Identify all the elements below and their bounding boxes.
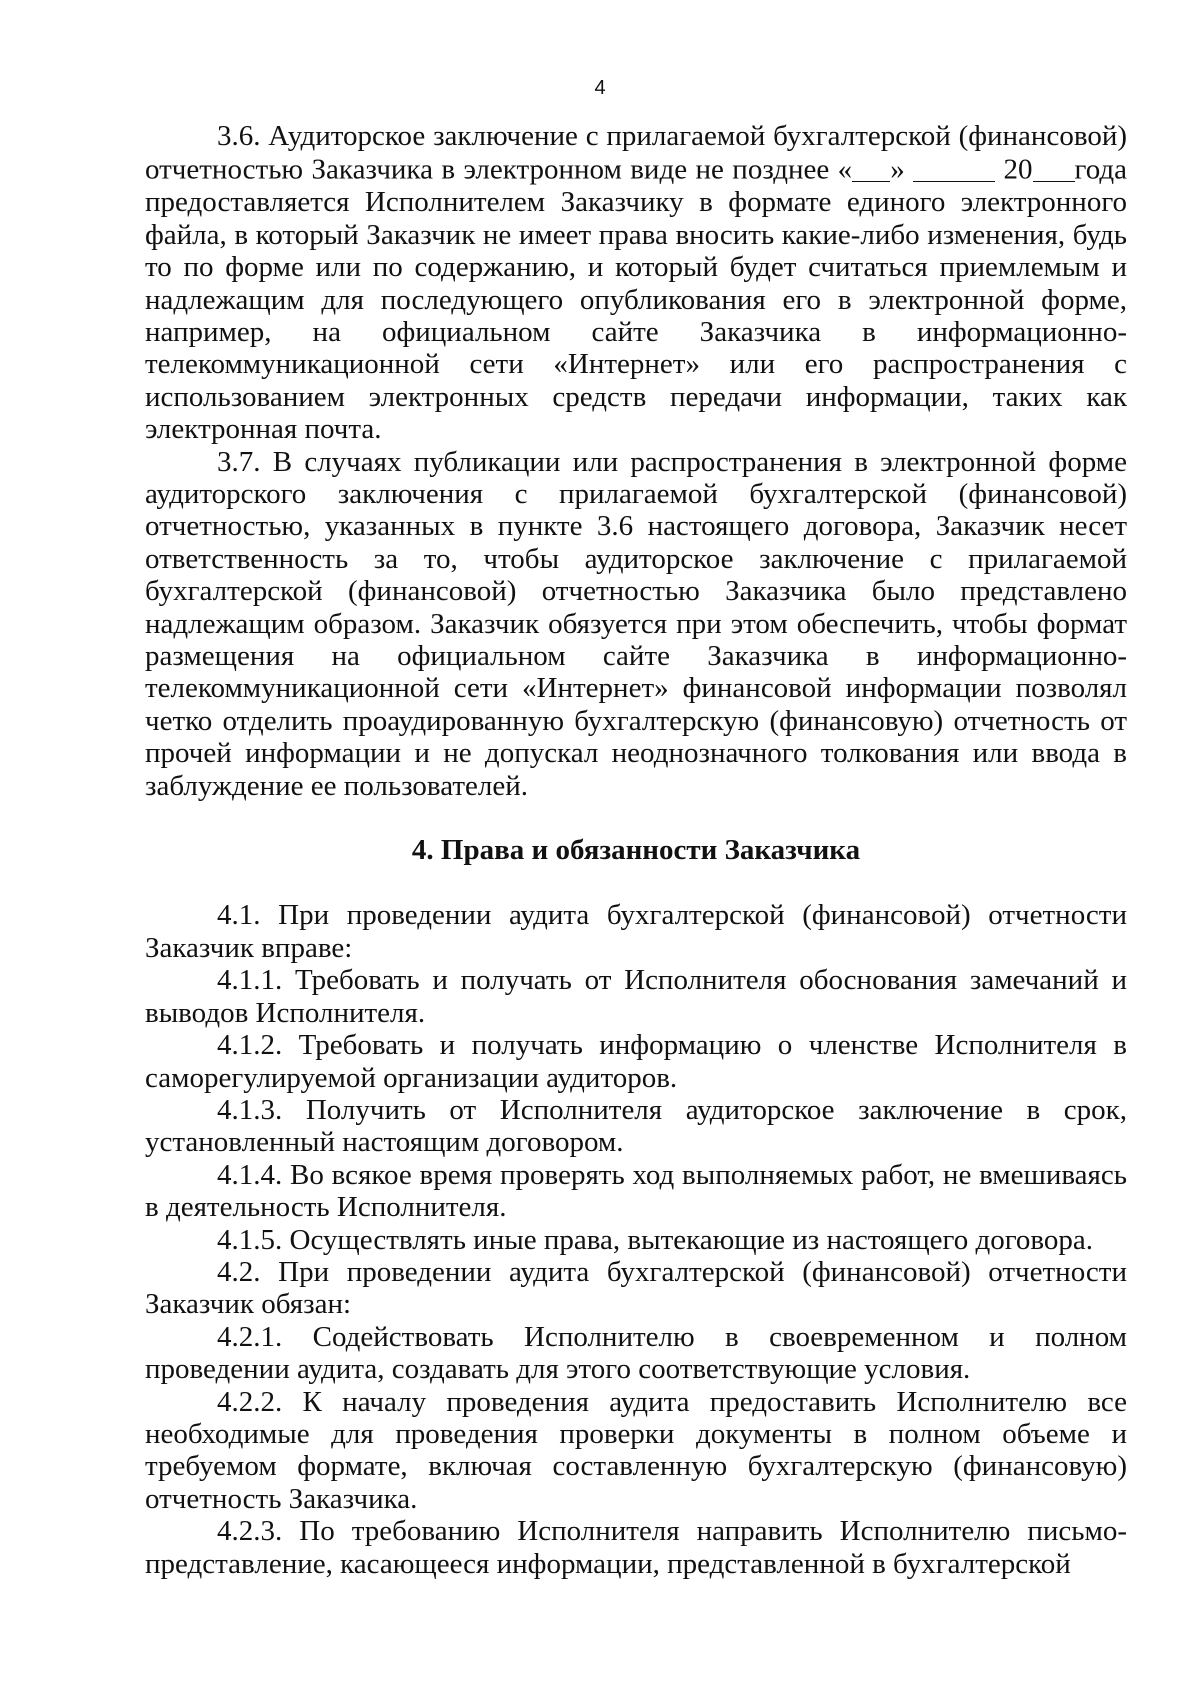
paragraph-4-1-3: 4.1.3. Получить от Исполнителя аудиторское заключение в срок, установленный настоящим договором. <box>145 1093 1127 1159</box>
paragraph-4-2-3: 4.2.3. По требованию Исполнителя направить Исполнителю письмо-представление, касающееся информации, представленной в бухгалтерской <box>145 1515 1127 1580</box>
day-blank-field <box>852 152 890 182</box>
paragraph-4-1-5: 4.1.5. Осуществлять иные права, вытекающие из настоящего договора. <box>217 1223 1094 1256</box>
paragraph-4-1-1: 4.1.1. Требовать и получать от Исполнителя обоснования замечаний и выводов Исполнителя. <box>145 964 1127 1029</box>
paragraph-4-1-2: 4.1.2. Требовать и получать информацию о членстве Исполнителя в саморегулируемой организации аудиторов. <box>145 1029 1127 1094</box>
paragraph-4-1-4: 4.1.4. Во всякое время проверять ход выполняемых работ, не вмешиваясь в деятельность Исполнителя. <box>145 1158 1127 1224</box>
paragraph-3-6-text-start: 3.6. Аудиторское заключение с прилагаемой бухгалтерской (финансовой) отчетностью Заказчика в электронном виде не позднее « <box>145 120 1127 186</box>
paragraph-4-2: 4.2. При проведении аудита бухгалтерской (финансовой) отчетности Заказчик обязан: <box>145 1255 1127 1321</box>
month-blank-field <box>913 152 995 182</box>
section-4-heading: 4. Права и обязанности Заказчика <box>411 834 861 867</box>
paragraph-3-6-text-end: года предоставляется Исполнителем Заказчику в формате единого электронного файла, в который Заказчик не имеет права вносить какие-либо изменения, будь то по форме или по содержанию, и который будет считаться приемлемым и надлежащим для последующего опубликования его в электронной форме, например, на официальном сайте Заказчика в информационно-телекоммуникационной сети «Интернет» или его распространения с использованием электронных средств передачи информации, таких как электронная почта. <box>145 153 1127 446</box>
quote-close: » <box>890 153 914 186</box>
paragraph-3-7: 3.7. В случаях публикации или распространения в электронной форме аудиторского заключения с прилагаемой бухгалтерской (финансовой) отчетностью, указанных в пункте 3.6 настоящего договора, Заказчик несет ответственность за то, чтобы аудиторское заключение с прилагаемой бухгалтерской (финансовой) отчетностью Заказчика было представлено надлежащим образом. Заказчик обязуется при этом обеспечить, чтобы формат размещения на официальном сайте Заказчика в информационно-телекоммуникационной сети «Интернет» финансовой информации позволял четко отделить проаудированную бухгалтерскую (финансовую) отчетность от прочей информации и не допускал неоднозначного толкования или ввода в заблуждение ее пользователей. <box>145 445 1127 802</box>
paragraph-4-2-2: 4.2.2. К началу проведения аудита предоставить Исполнителю все необходимые для проведения проверки документы в полном объеме и требуемом формате, включая составленную бухгалтерскую (финансовую) отчетность Заказчика. <box>145 1385 1127 1515</box>
year-blank-field <box>1033 152 1075 182</box>
paragraph-3-6 <box>145 120 1127 446</box>
paragraph-4-2-1: 4.2.1. Содействовать Исполнителю в своевременном и полном проведении аудита, создавать для этого соответствующие условия. <box>145 1320 1127 1386</box>
document-body <box>145 120 1127 1580</box>
year-prefix: 20 <box>995 153 1033 186</box>
paragraph-4-1: 4.1. При проведении аудита бухгалтерской (финансовой) отчетности Заказчик вправе: <box>145 899 1127 964</box>
page-number: 4 <box>594 77 606 99</box>
